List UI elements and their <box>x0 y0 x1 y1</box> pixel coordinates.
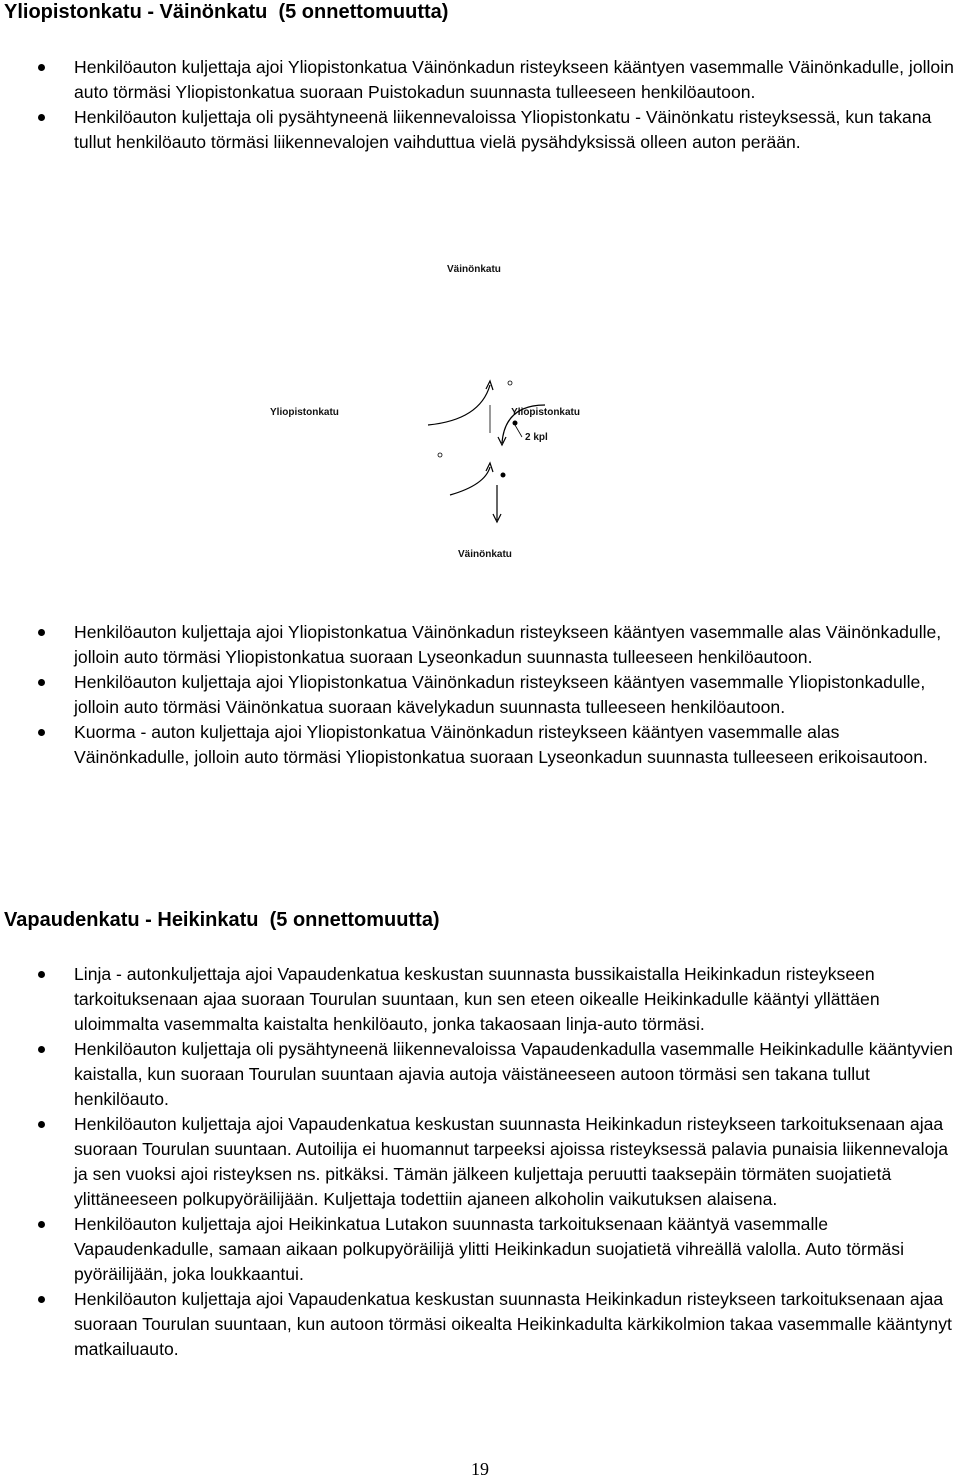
point-marker-icon <box>508 381 512 385</box>
bullet-icon <box>38 971 45 978</box>
list-item <box>0 105 960 155</box>
street-label-right-visible: Yliopistonkatu <box>511 407 580 418</box>
turning-path-up <box>428 385 490 425</box>
list-item-text: Linja - autonkuljettaja ajoi Vapaudenkatua keskustan suunnasta bussikaistalla Heikinkadun risteykseen tarkoituksenaan ajaa suoraan Tourulan suuntaan, kun sen eteen oikealle Heikinkadulle kääntyi yllättäen uloimmalta vasemmalta kaistalta henkilöauto, jonka takaosaan linja-auto törmäsi. <box>74 964 880 1034</box>
list-item <box>0 1287 960 1362</box>
bullet-icon <box>38 1296 45 1303</box>
page-number: 19 <box>471 1459 489 1479</box>
bullet-icon <box>38 629 45 636</box>
list-item <box>0 1037 960 1112</box>
list-item-text: Henkilöauton kuljettaja ajoi Yliopistonkatua Väinönkadun risteykseen kääntyen vasemmalle Yliopistonkadulle, jolloin auto törmäsi Väinönkatua suoraan kävelykadun suunnasta tulleeseen henkilöautoon. <box>74 672 926 717</box>
list-item <box>0 1212 960 1287</box>
list-item-text: Kuorma - auton kuljettaja ajoi Yliopistonkatua Väinönkadun risteykseen kääntyen vasemmalle alas Väinönkadulle, jolloin auto törmäsi Yliopistonkatua suoraan Lyseonkadun suunnasta tulleeseen erikoisautoon. <box>74 722 928 767</box>
list-item-text: Henkilöauton kuljettaja ajoi Vapaudenkatua keskustan suunnasta Heikinkadun risteykseen tarkoituksenaan ajaa suoraan Tourulan suuntaan. Autoilija ei huomannut tarpeeksi ajoissa risteyksessä palavia punaisia liikennevaloja ja sen vuoksi ajoi risteyksen ns. pitkäksi. Tämän jälkeen kuljettaja peruutti taaksepäin törmäten suojatietä ylittäneeseen polkupyöräilijään. Kuljettaja todettiin ajaneen alkoholin vaikutuksen alaisena. <box>74 1114 949 1209</box>
bullet-icon <box>38 679 45 686</box>
list-item-text: Henkilöauton kuljettaja oli pysähtyneenä liikennevaloissa Yliopistonkatu - Väinönkatu risteyksessä, kun takana tullut henkilöauto törmäsi liikennevalojen vaihduttua vielä pysähdyksissä olleen auton perään. <box>74 107 932 152</box>
list-item-text: Henkilöauton kuljettaja ajoi Vapaudenkatua keskustan suunnasta Heikinkadun risteykseen tarkoituksenaan ajaa suoraan Tourulan suuntaan, kun autoon törmäsi oikealta Heikinkadulta kärkikolmion takaa vasemmalle kääntynyt matkailuauto. <box>74 1289 952 1359</box>
bullet-icon <box>38 114 45 121</box>
count-leader-line <box>515 425 522 437</box>
accident-list-bottom <box>0 962 960 1362</box>
street-label-bottom: Väinönkatu <box>458 549 512 560</box>
accident-list-middle <box>0 620 960 770</box>
street-label-top: Väinönkatu <box>447 264 501 275</box>
bullet-icon <box>38 1121 45 1128</box>
point-marker-icon <box>438 453 442 457</box>
list-item <box>0 670 960 720</box>
list-item <box>0 1112 960 1212</box>
turning-path-lower <box>450 467 490 495</box>
list-item-text: Henkilöauton kuljettaja ajoi Yliopistonkatua Väinönkadun risteykseen kääntyen vasemmalle Väinönkadulle, jolloin auto törmäsi Yliopistonkatua suoraan Puistokadun suunnasta tulleeseen henkilöautoon. <box>74 57 954 102</box>
bullet-icon <box>38 729 45 736</box>
accident-list-top <box>0 55 960 155</box>
collision-marker-icon <box>501 473 506 478</box>
bullet-icon <box>38 1046 45 1053</box>
list-item-text: Henkilöauton kuljettaja oli pysähtyneenä liikennevaloissa Vapaudenkadulla vasemmalle Heikinkadulle kääntyvien kaistalla, kun suoraan Tourulan suuntaan ajavia autoja väistäneeseen autoon törmäsi sen takana tullut henkilöauto. <box>74 1039 953 1109</box>
section-title-vapaudenkatu-heikinkatu: Vapaudenkatu - Heikinkatu (5 onnettomuutta) <box>4 909 440 931</box>
section-title-yliopistonkatu-vainonkatu: Yliopistonkatu - Väinönkatu (5 onnettomuutta) <box>4 1 449 23</box>
collision-count-label: 2 kpl <box>525 432 548 443</box>
list-item <box>0 962 960 1037</box>
list-item <box>0 620 960 670</box>
bullet-icon <box>38 1221 45 1228</box>
street-label-left: Yliopistonkatu <box>270 407 339 418</box>
collision-marker-icon <box>513 421 518 426</box>
intersection-diagram <box>250 255 580 570</box>
bullet-icon <box>38 64 45 71</box>
list-item <box>0 55 960 105</box>
list-item-text: Henkilöauton kuljettaja ajoi Yliopistonkatua Väinönkadun risteykseen kääntyen vasemmalle alas Väinönkadulle, jolloin auto törmäsi Yliopistonkatua suoraan Lyseonkadun suunnasta tulleeseen henkilöautoon. <box>74 622 942 667</box>
list-item-text: Henkilöauton kuljettaja ajoi Heikinkatua Lutakon suunnasta tarkoituksenaan kääntyä vasemmalle Vapaudenkadulle, samaan aikaan polkupyöräilijä ylitti Heikinkadun suojatietä vihreällä valolla. Auto törmäsi pyöräilijään, joka loukkaantui. <box>74 1214 904 1284</box>
list-item <box>0 720 960 770</box>
